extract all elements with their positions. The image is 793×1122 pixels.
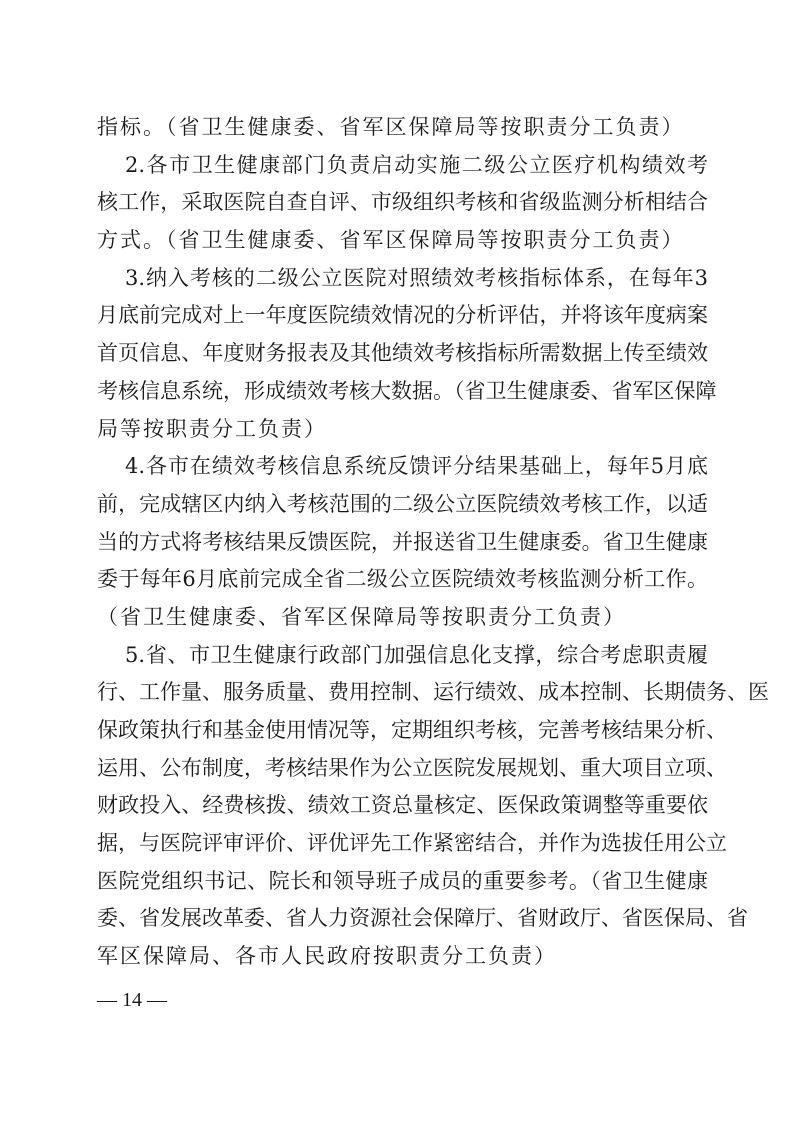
text-line: 3.纳入考核的二级公立医院对照绩效考核指标体系，在每年3: [125, 265, 708, 290]
text-line: 5.省、市卫生健康行政部门加强信息化支撑，综合考虑职责履: [125, 642, 708, 667]
text-line: 军区保障局、各市人民政府按职责分工负责）: [97, 944, 557, 969]
text-line: 委于每年6月底前完成全省二级公立医院绩效考核监测分析工作。: [97, 567, 708, 592]
text-line: 医院党组织书记、院长和领导班子成员的重要参考。（省卫生健康: [97, 868, 708, 893]
text-line: 当的方式将考核结果反馈医院，并报送省卫生健康委。省卫生健康: [97, 529, 708, 554]
text-line: 月底前完成对上一年度医院绩效情况的分析评估，并将该年度病案: [97, 303, 708, 328]
text-line: （省卫生健康委、省军区保障局等按职责分工负责）: [97, 604, 626, 629]
text-line: 考核信息系统，形成绩效考核大数据。（省卫生健康委、省军区保障: [97, 378, 717, 403]
paragraph: [97, 147, 708, 260]
paragraph: [97, 448, 708, 636]
text-line: 财政投入、经费核拨、绩效工资总量核定、医保政策调整等重要依: [97, 793, 708, 818]
text-line: 核工作，采取医院自查自评、市级组织考核和省级监测分析相结合: [97, 190, 708, 215]
text-line: 4.各市在绩效考核信息系统反馈评分结果基础上，每年5月底: [125, 454, 708, 479]
document-body: [97, 109, 769, 976]
paragraph: [97, 637, 769, 976]
page-number: — 14 —: [97, 989, 167, 1011]
text-line: 据，与医院评审评价、评优评先工作紧密结合，并作为选拔任用公立: [97, 831, 727, 856]
paragraph: [97, 260, 717, 448]
text-line: 行、工作量、服务质量、费用控制、运行绩效、成本控制、长期债务、医: [97, 680, 769, 705]
text-line: 局等按职责分工负责）: [97, 416, 327, 441]
text-line: 前，完成辖区内纳入考核范围的二级公立医院绩效考核工作，以适: [97, 491, 708, 516]
paragraph: [97, 109, 708, 147]
text-line: 首页信息、年度财务报表及其他绩效考核指标所需数据上传至绩效: [97, 341, 708, 366]
text-line: 运用、公布制度，考核结果作为公立医院发展规划、重大项目立项、: [97, 755, 727, 780]
text-line: 方式。（省卫生健康委、省军区保障局等按职责分工负责）: [97, 228, 685, 253]
text-line: 2.各市卫生健康部门负责启动实施二级公立医疗机构绩效考: [125, 152, 708, 177]
text-line: 保政策执行和基金使用情况等，定期组织考核，完善考核结果分析、: [97, 718, 727, 742]
text-line: 委、省发展改革委、省人力资源社会保障厅、省财政厅、省医保局、省: [97, 906, 748, 931]
text-line: 指标。（省卫生健康委、省军区保障局等按职责分工负责）: [97, 115, 685, 139]
